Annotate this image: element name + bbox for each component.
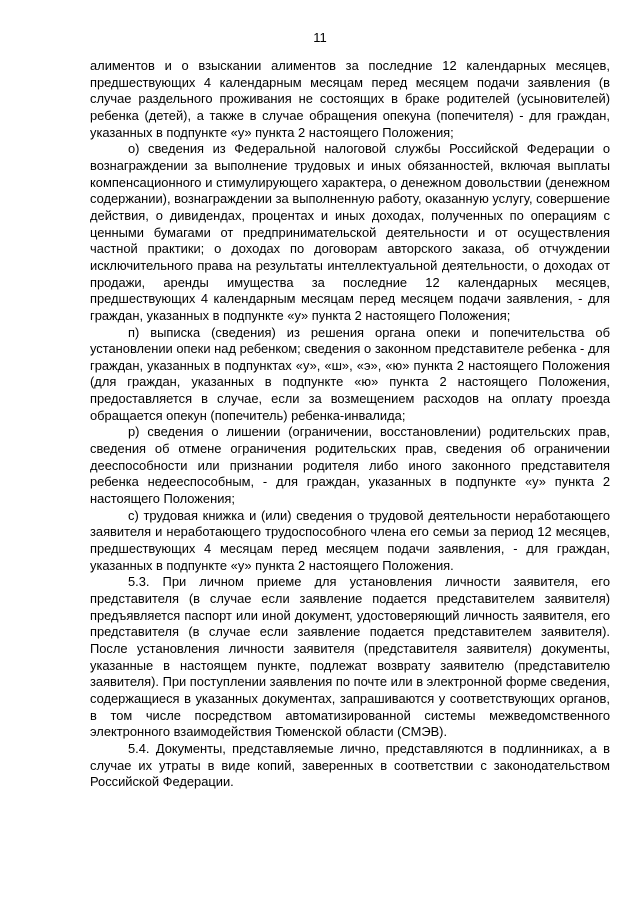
- paragraph-alimony-continued: алиментов и о взыскании алиментов за последние 12 календарных месяцев, предшествующих 4 календарным месяцам перед месяцем подачи заявления (в случае раздельного проживания не состоящих в браке родителей (усыновителей) ребенка (детей), а также в случае обращения опекуна (попечителя) - для граждан, указанных в подпункте «у» пункта 2 настоящего Положения;: [90, 58, 610, 140]
- paragraph-clause-5-3: 5.3. При личном приеме для установления личности заявителя, его представителя (в случае если заявление подается представителем заявителя) предъявляется паспорт или иной документ, удостоверяющий личность заявителя, его представителя (в случае если заявление подается представителем заявителя). После установления личности заявителя (представителя заявителя) документы, указанные в настоящем пункте, подлежат возврату заявителю (представителю заявителя). При поступлении заявления по почте или в электронной форме сведения, содержащиеся в указанных документах, запрашиваются у соответствующих органов, в том числе посредством автоматизированной системы межведомственного электронного взаимодействия Тюменской области (СМЭВ).: [90, 574, 610, 740]
- document-body: [90, 58, 610, 791]
- paragraph-clause-5-4: 5.4. Документы, представляемые лично, представляются в подлинниках, а в случае их утраты в виде копий, заверенных в соответствии с законодательством Российской Федерации.: [90, 740, 610, 790]
- page-number: 11: [313, 30, 327, 45]
- paragraph-subitem-s: с) трудовая книжка и (или) сведения о трудовой деятельности неработающего заявителя и неработающего трудоспособного члена его семьи за период 12 месяцев, предшествующих 4 месяцам перед месяцем подачи заявления, - для граждан, указанных в подпункте «у» пункта 2 настоящего Положения.: [90, 507, 610, 573]
- paragraph-subitem-o: о) сведения из Федеральной налоговой службы Российской Федерации о вознаграждении за выполнение трудовых и иных обязанностей, включая выплаты компенсационного и стимулирующего характера, о денежном довольствии (денежном содержании), вознаграждении за выполненную работу, оказанную услугу, совершение действия, о дивидендах, процентах и иных доходах, полученных по операциям с ценными бумагами от предпринимательской деятельности и от осуществления частной практики; о доходах по договорам авторского заказа, об отчуждении исключительного права на результаты интеллектуальной деятельности, о доходах от продажи, аренды имущества за последние 12 календарных месяцев, предшествующих 4 календарным месяцам перед месяцем подачи заявления, - для граждан, указанных в подпункте «у» пункта 2 настоящего Положения;: [90, 141, 610, 323]
- paragraph-subitem-p: п) выписка (сведения) из решения органа опеки и попечительства об установлении опеки над ребенком; сведения о законном представителе ребенка - для граждан, указанных в подпунктах «у», «ш», «э», «ю» пункта 2 настоящего Положения (для граждан, указанных в подпункте «ю» пункта 2 настоящего Положения, предоставляется в случае, если за возмещением расходов на оплату проезда обращается опекун (попечитель) ребенка-инвалида;: [90, 324, 610, 423]
- paragraph-subitem-r: р) сведения о лишении (ограничении, восстановлении) родительских прав, сведения об отмене ограничения родительских прав, сведения об ограничении дееспособности или признании родителя либо иного законного представителя ребенка недееспособным, - для граждан, указанных в подпункте «у» пункта 2 настоящего Положения;: [90, 424, 610, 507]
